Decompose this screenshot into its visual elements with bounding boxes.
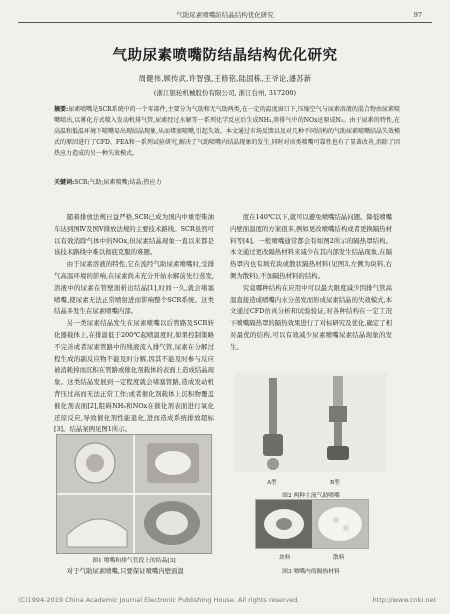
- figure-3-label-right: 散料: [333, 555, 345, 561]
- figure-2-caption: 图2 两种主流气助喷嘴: [282, 493, 340, 499]
- body-paragraph: 由于尿素溶液的特性,它在流经气助尿素喷嘴时,受排气高温环境的影响,在尿素尚未充分开始水解前先行蒸发,溶液中的尿素在管壁面析出结晶[1],时间一久,就会堵塞喷嘴,使尿素无法正常喷射进而影响整个SCR系统。这类结晶多发生在尿素喷嘴内部。: [54, 260, 214, 316]
- abstract-text: 尿素喷嘴是SCR系统中的一个零部件,主要分为气助和无气助两类,在一定的温度窗口下,压缩空气与尿素溶液的混合物由尿素喷嘴喷出,以雾化方式喷入发动机排气管,尿素经过水解等一系列化学反应后生成NH₃,将排气中的NOx还原成N₂。由于尿素的特性,在高温和低温环境下喷嘴易出现结晶现象,从而堵塞喷嘴,引起失效。本文通过市场反馈以及对几种不同结构的气助尿素喷嘴结晶失效模式的原因进行了CFD、FEA和一系列试验研究,解决了气助喷嘴内结晶现象的发生,同时对该类喷嘴可靠性也有了显著改善,消除了因热应力造成的另一种失效模式。: [54, 106, 400, 157]
- left-column-top: [54, 212, 214, 436]
- running-title: 气助尿素喷嘴防结晶结构优化研究: [176, 11, 274, 19]
- abstract: [54, 104, 400, 159]
- figure-2-photo: [235, 372, 387, 472]
- figure-3-caption: 图3 喷嘴内的隔热材料: [282, 569, 340, 575]
- body-paragraph: 另一类尿素结晶发生在尿素喷嘴以后管路及SCR转化器载体上,在排温低于200℃起喷温度时,如果控制策略不完善或者尿素管路中的残液流入排气管,尿素在分解过程生成的副反应物不能及时分解,因其不能及时参与反应被消耗掉而沉积在管路或催化剂载体的表面上造成结晶现象。这类结晶发展到一定程度就会堵塞管路,造成发动机背压过高而无法正常工作;或者催化剂载体上沉积物覆盖催化剂表面[2],阻碍NH₃和NOx在催化剂表面进行氧化还原反应,导致催化剂性能退化,进而造成系统排放超标[3]。结晶案例见图1所示。: [54, 319, 214, 434]
- body-paragraph: 随着排放法规日益严格,SCR已成为国内中重型柴油车达到国Ⅳ及国Ⅴ排放法规的主要技术路线。SCR虽然可以有效消除气体中的NOx,但尿素结晶现象一直以来都是该技术路线中难以彻底克服的难题。: [54, 213, 214, 257]
- insulation-photo: [256, 500, 368, 548]
- figure-3-label-left: 块料: [279, 555, 291, 561]
- figure-2-label-b: B型: [330, 480, 340, 486]
- affiliation: (浙江银轮机械股份有限公司, 浙江台州, 317200): [153, 89, 297, 97]
- abstract-label: 摘要:: [54, 106, 69, 113]
- injector-photos: [235, 372, 387, 472]
- body-paragraph: 究竟哪种结构在应用中可以最大限度减少因排气管高温直接造成喷嘴内水分蒸发而形成尿素结晶的失效模式,本文通过CFD仿真分析和试验验证,对各种结构在一定工况下喷嘴隔热罩的隔热效果进行了对标研究及优化,确定了相对最优的结构,可以有效减少尿素喷嘴尿素结晶现象的发生。: [230, 283, 392, 351]
- keywords: [54, 177, 400, 186]
- page-number: 97: [413, 11, 422, 19]
- running-header: [18, 8, 432, 23]
- figure-3-photo: [255, 499, 369, 549]
- keywords-text: SCR;气助;尿素喷嘴;结晶;热应力: [74, 179, 162, 186]
- figure-2-label-a: A型: [267, 480, 277, 486]
- right-column-top: [230, 212, 392, 354]
- crystallization-photo: [57, 435, 211, 553]
- keywords-label: 关键词:: [54, 179, 75, 186]
- left-column-bottom: [54, 566, 216, 578]
- copyright-text: (C)1994-2019 China Academic Journal Electronic Publishing House. All rights reserved.: [18, 596, 300, 604]
- cnki-url: http://www.cnki.net: [372, 596, 436, 604]
- figure-1-caption: 图1 喷嘴和排气管段上的结晶[3]: [92, 558, 176, 564]
- article-title: 气助尿素喷嘴防结晶结构优化研究: [112, 47, 338, 64]
- author-list: 周健伟,顾传武,许智强,王修铭,陆国栋,王爷论,潘苏新: [138, 74, 312, 83]
- figure-1-photo: [56, 434, 212, 554]
- body-paragraph: 度在140℃以下,就可以避免喷嘴结晶问题。降低喷嘴内壁面温度的方案很多,例如更改喷嘴结构或者更换隔热材料等[4]。一般喷嘴通常都会有如图2所示的隔热罩结构。本文通过更改隔热材料来减少在其内部发生结晶现象,在隔热罩内也有填充块或散状隔热材料(见图3,左侧为块料,右侧为散料),不加隔热材料的结构。: [230, 213, 392, 280]
- body-paragraph: 对于气助尿素喷嘴,只要保证喷嘴内壁面温: [66, 567, 184, 575]
